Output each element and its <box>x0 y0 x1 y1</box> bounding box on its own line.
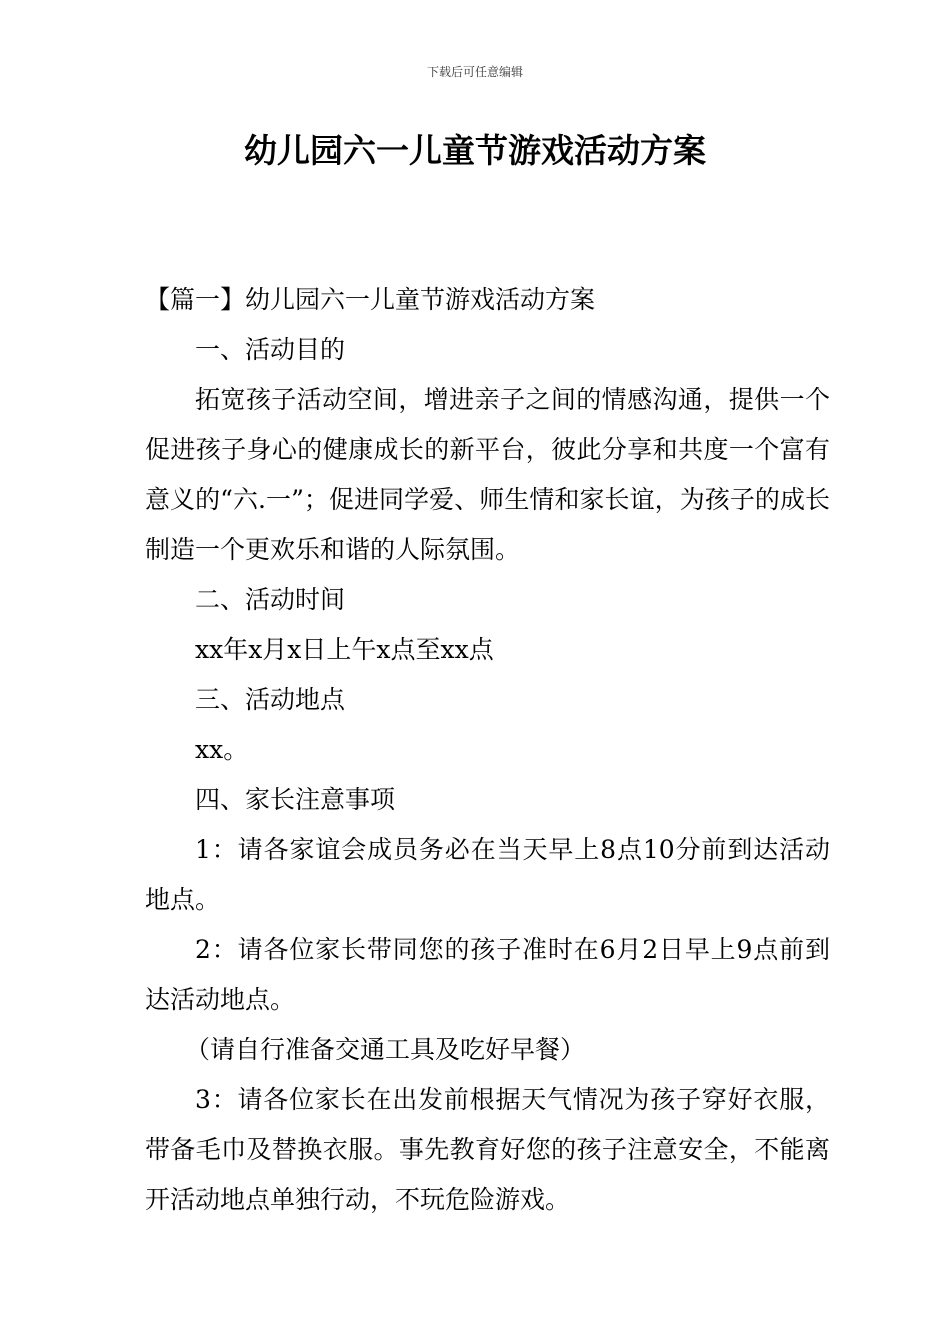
paragraph-activity-purpose: 拓宽孩子活动空间，增进亲子之间的情感沟通，提供一个促进孩子身心的健康成长的新平台，彼此分享和共度一个富有意义的“六.一”；促进同学爱、师生情和家长谊，为孩子的成长制造一个更欢乐和谐的人际氛围。 <box>145 385 830 564</box>
heading-activity-time: 二、活动时间 <box>195 585 346 614</box>
heading-activity-location: 三、活动地点 <box>195 685 346 714</box>
heading-activity-purpose: 一、活动目的 <box>195 335 346 364</box>
paragraph-activity-location: xx。 <box>195 735 249 764</box>
parent-note-3: 3：请各位家长在出发前根据天气情况为孩子穿好衣服，带备毛巾及替换衣服。事先教育好您的孩子注意安全，不能离开活动地点单独行动，不玩危险游戏。 <box>145 1085 830 1214</box>
document-title: 幼儿园六一儿童节游戏活动方案 <box>244 131 706 170</box>
section-heading-pian-yi: 【篇一】幼儿园六一儿童节游戏活动方案 <box>145 285 596 314</box>
parent-note-1: 1：请各家谊会成员务必在当天早上8点10分前到达活动地点。 <box>145 835 830 914</box>
parent-note-2-remark: （请自行准备交通工具及吃好早餐） <box>185 1035 586 1064</box>
paragraph-activity-time: xx年x月x日上午x点至xx点 <box>195 635 494 664</box>
header-note: 下载后可任意编辑 <box>426 65 523 79</box>
parent-note-2: 2：请各位家长带同您的孩子准时在6月2日早上9点前到达活动地点。 <box>145 935 831 1014</box>
heading-parent-notes: 四、家长注意事项 <box>195 785 396 814</box>
document-body <box>145 275 830 1225</box>
